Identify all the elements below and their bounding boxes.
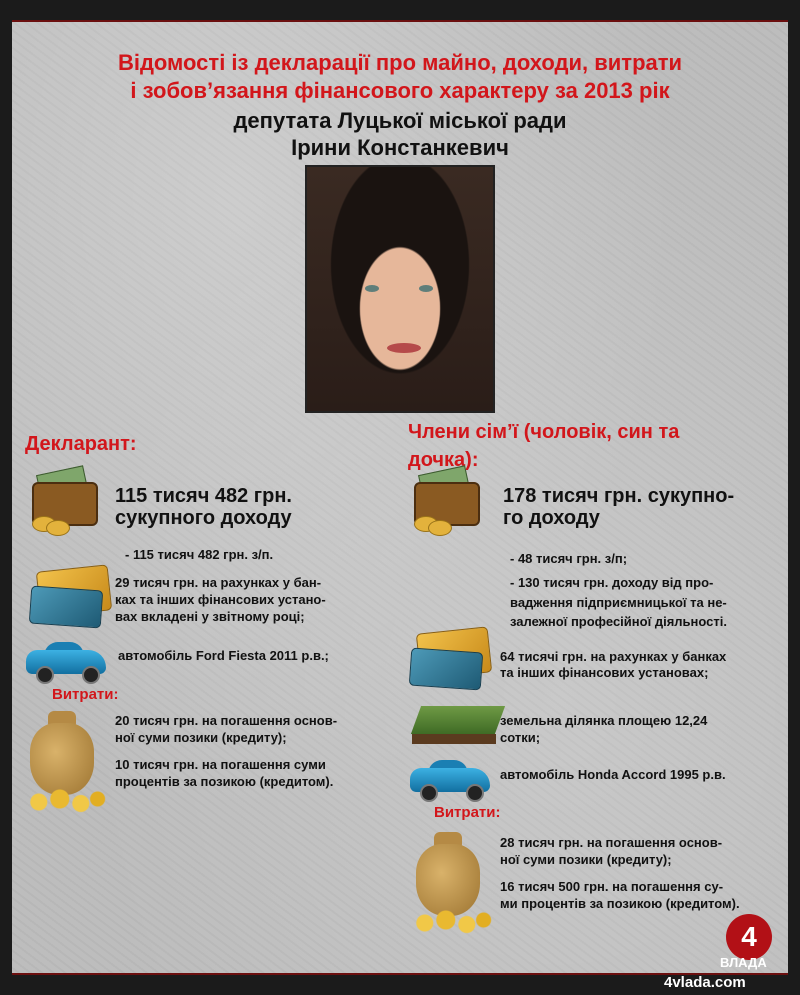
family-expense-2-line-2: ми процентів за позикою (кредитом). <box>500 896 740 911</box>
declarant-expense-1-line-1: 20 тисяч грн. на погашення основ- <box>115 713 338 728</box>
family-bank-line-2: та інших фінансових установах; <box>500 665 709 680</box>
wallet-icon <box>414 470 484 532</box>
portrait-lips <box>387 343 421 353</box>
declarant-heading: Декларант: <box>25 433 137 455</box>
family-car: автомобіль Honda Accord 1995 р.в. <box>500 767 726 782</box>
declarant-car: автомобіль Ford Fiesta 2011 р.в.; <box>118 648 329 663</box>
family-expense-1-line-1: 28 тисяч грн. на погашення основ- <box>500 835 723 850</box>
family-expense-2-line-1: 16 тисяч 500 грн. на погашення су- <box>500 879 724 894</box>
car-icon <box>26 640 110 684</box>
money-bag-icon <box>22 705 112 825</box>
vlada-logo-icon: 4 <box>726 914 772 960</box>
family-heading-line-1: Члени сім’ї (чоловік, син та <box>408 421 680 443</box>
subtitle-line-2: Ірини Констанкевич <box>291 135 509 160</box>
bank-card-icon <box>30 568 112 628</box>
declarant-bank-line-1: 29 тисяч грн. на рахунках у бан- <box>115 575 322 590</box>
right-frame-border <box>788 0 800 995</box>
declarant-expense-1-line-2: ної суми позики (кредиту); <box>115 730 287 745</box>
family-heading-line-2: дочка): <box>408 449 479 471</box>
money-bag-icon <box>408 826 498 946</box>
declarant-salary: - 115 тисяч 482 грн. з/п. <box>125 547 274 562</box>
family-business-line-2: вадження підприємницької та не- <box>510 595 727 610</box>
family-salary: - 48 тисяч грн. з/п; <box>510 551 628 566</box>
declarant-bank-line-3: вах вкладені у звітному році; <box>115 609 305 624</box>
left-frame-border <box>0 0 12 995</box>
portrait-eye-left <box>365 285 379 292</box>
family-land-line-1: земельна ділянка площею 12,24 <box>500 713 708 728</box>
wallet-icon <box>32 470 102 532</box>
family-land-line-2: сотки; <box>500 730 541 745</box>
portrait-eye-right <box>419 285 433 292</box>
title-line-2: і зобов’язання фінансового характеру за 2013 рік <box>130 78 670 103</box>
family-business-line-1: - 130 тисяч грн. доходу від про- <box>510 575 714 590</box>
family-income-line-2: го доходу <box>503 507 600 529</box>
declarant-expenses-heading: Витрати: <box>52 686 119 703</box>
declarant-bank-line-2: ках та інших фінансових устано- <box>115 592 326 607</box>
declarant-income-line-2: сукупного доходу <box>115 507 292 529</box>
family-bank-line-1: 64 тисячі грн. на рахунках у банках <box>500 649 727 664</box>
site-watermark: 4vlada.com <box>664 974 746 991</box>
land-plot-icon <box>416 706 502 746</box>
portrait-photo <box>305 165 495 413</box>
declarant-expense-2-line-2: процентів за позикою (кредитом). <box>115 774 334 789</box>
family-expenses-heading: Витрати: <box>434 804 501 821</box>
subtitle-line-1: депутата Луцької міської ради <box>233 108 567 133</box>
top-frame-border <box>0 0 800 22</box>
title-line-1: Відомості із декларації про майно, доходи, витрати <box>117 50 683 75</box>
declarant-income-line-1: 115 тисяч 482 грн. <box>115 485 292 507</box>
family-business-line-3: залежної професійної діяльності. <box>510 614 727 629</box>
vlada-logo-word: ВЛАДА <box>720 955 767 970</box>
family-expense-1-line-2: ної суми позики (кредиту); <box>500 852 672 867</box>
declarant-expense-2-line-1: 10 тисяч грн. на погашення суми <box>115 757 326 772</box>
family-income-line-1: 178 тисяч грн. сукупно- <box>503 485 735 507</box>
car-icon <box>410 758 494 802</box>
bank-card-icon <box>410 630 492 690</box>
